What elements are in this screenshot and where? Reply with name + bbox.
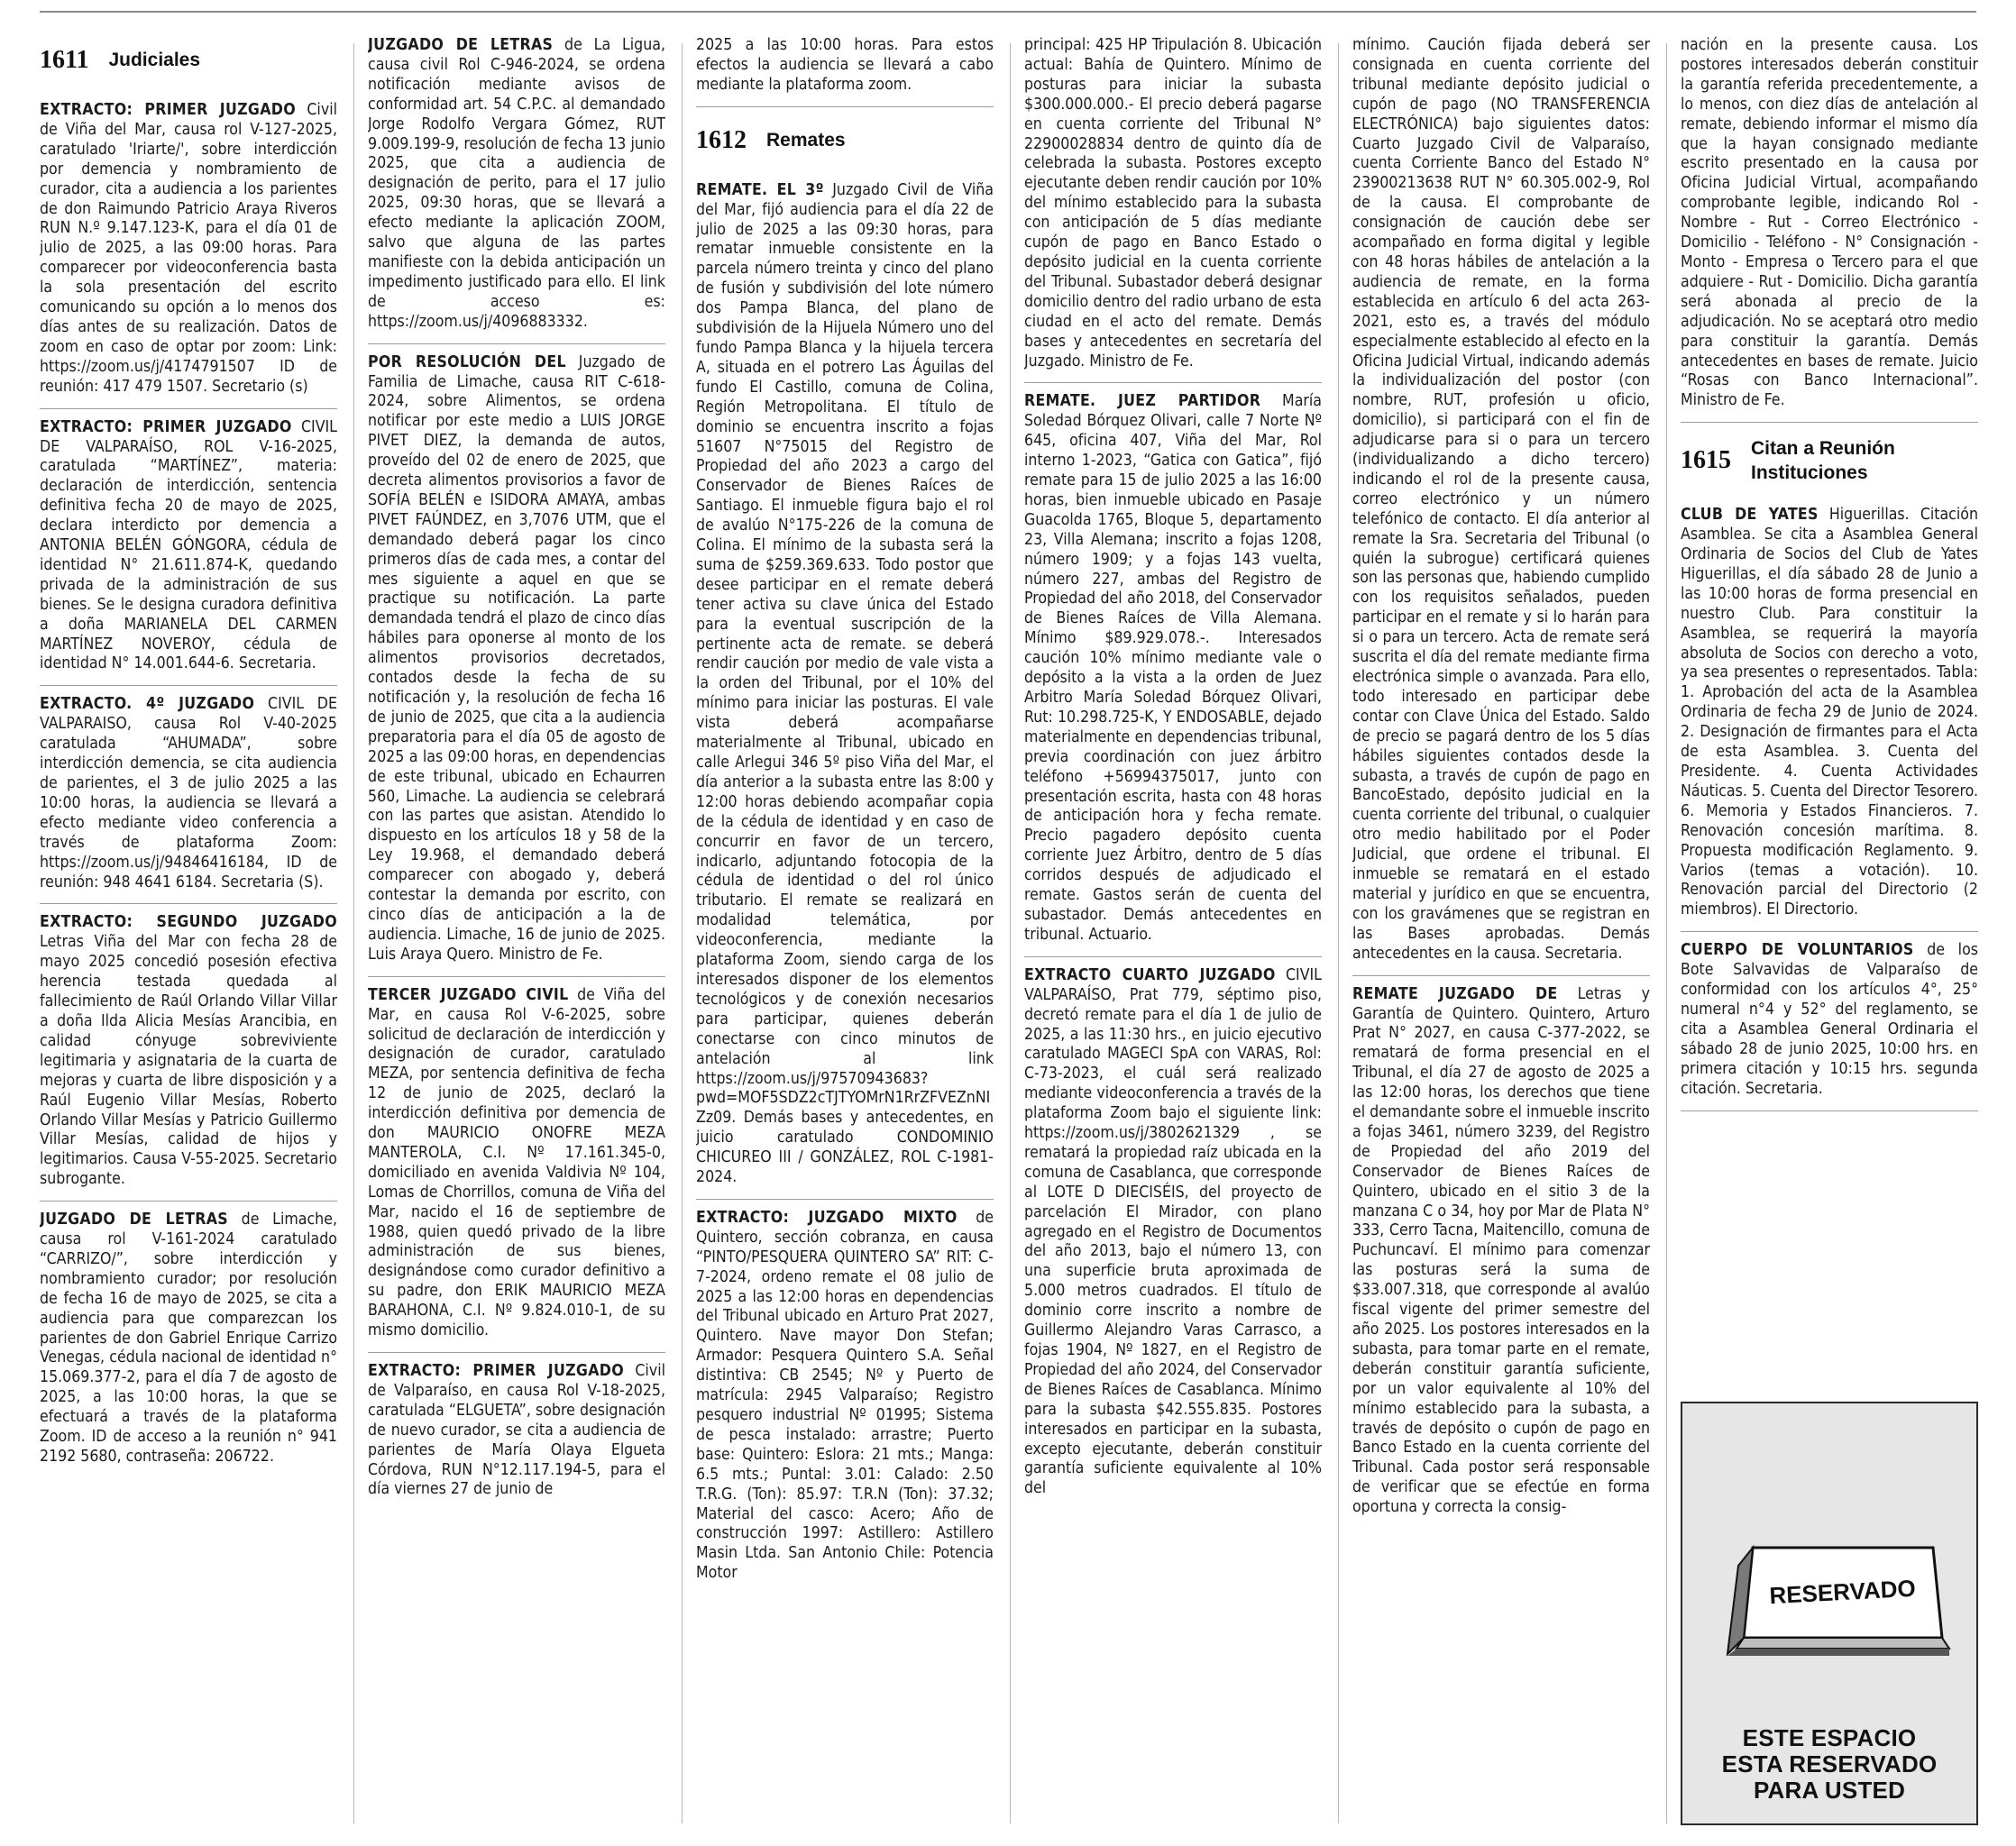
section-title: Remates — [766, 130, 846, 151]
notice-body: Juzgado Civil de Viña del Mar, fijó audiencia para el día 22 de julio de 2025 a las 09:30 horas, para rematar inmueble consistente en la parcela número treinta y cinco del plano de fusión y subdivisión del lote número dos Pampa Blanca, del plano de subdivisión de la Hijuela Número uno del fundo Pampa Blanca y la hijuela tercera A, situada en el potrero Las Águilas del fundo El Castillo, comuna de Colina, Región Metropolitana. El título de dominio se encuentra inscrito a fojas 51607 N°75015 del Registro de Propiedad del año 2023 a cargo del Conservador de Bienes Raíces de Santiago. El inmueble figura bajo el rol de avalúo N°175-226 de la comuna de Colina. El mínimo de la subasta será la suma de $259.369.633. Todo postor que desee participar en el remate deberá tener activa su clave única del Estado para la eventual suscripción de la pertinente acta de remate. se deberá rendir caución por medio de vale vista a la orden del Tribunal, por el 10% del mínimo para iniciar las posturas. El vale vista deberá acompañarse materialmente al Tribunal, ubicado en calle Arlegui 346 5º piso Viña del Mar, el día anterior a la subasta entre las 8:00 y 12:00 horas debiendo acompañar copia de la cédula de identidad y en caso de concurrir en favor de un tercero, indicarlo, adjuntando fotocopia de la cédula de identidad o del rol único tributario. El remate se realizará en modalidad telemática, por videoconferencia, mediante la plataforma Zoom, siendo carga de los interesados disponer de los elementos tecnológicos y de conexión necesarios para participar, quienes deberán conectarse con cinco minutos de antelación al link https://zoom.us/j/97570943683?pwd=MOF5SDZ2cTJTYOMrN1RrZFVEZnNIZz09. Demás bases y antecedentes, en juicio caratulado CONDOMINIO CHICUREO III / GONZÁLEZ, ROL C-1981-2024. — [696, 180, 994, 1187]
notice-lead: REMATE. EL 3º — [696, 180, 824, 199]
notice-body: Civil de Valparaíso, en causa Rol V-18-2025, caratulada “ELGUETA”, sobre designación de nuevo curador, se cita a audiencia de parientes de María Olaya Elgueta Córdova, RUN N°12.117.194-5, para el día viernes 27 de junio de — [368, 1362, 665, 1499]
notice-continuation — [1024, 36, 1322, 383]
notice-body: Higuerillas. Citación Asamblea. Se cita a Asamblea General Ordinaria de Socios del Club de Yates Higuerillas, el día sábado 28 de Junio a las 10:00 horas de forma presencial en nuestro Club. Para constituir la Asamblea, se requerirá la mayoría absoluta de Socios con derecho a voto, ya sea presentes o representados. Tabla: 1. Aprobación del acta de la Asamblea Ordinaria de fecha 29 de Junio de 2024. 2. Designación de firmantes para el Acta de esta Asamblea. 3. Cuenta del Presidente. 4. Cuenta Actividades Náuticas. 5. Cuenta del Director Tesorero. 6. Memoria y Estados Financieros. 7. Renovación concesión marítima. 8. Propuesta modificación Reglamento. 9. Varios (temas a votación). 10. Renovación parcial del Directorio (2 miembros). El Directorio. — [1681, 506, 1978, 919]
notice-lead: CUERPO DE VOLUNTARIOS — [1681, 941, 1914, 960]
notice-lead: POR RESOLUCIÓN DEL — [368, 352, 566, 371]
notice — [1024, 966, 1322, 1510]
reserved-line: ESTA RESERVADO — [1721, 1750, 1938, 1777]
notice-body: nación en la presente causa. Los postores interesados deberán constituir la garantía referida precedentemente, a lo menos, con diez días de antelación al remate, debiendo informar el mismo día que la hayan consignado mediante escrito presentado en la causa por Oficina Judicial Virtual, acompañando comprobante legible, indicando Rol - Nombre - Rut - Correo Electrónico - Domicilio - Teléfono - N° Consignación - Monto - Empresa o Tercero para el que adquiere - Rut - Domicilio. Dicha garantía será abonada al precio de la adjudicación. No se aceptará otro medio para constituir la garantía. Demás antecedentes en bases de remate. Juicio “Rosas con Banco Internacional”. Ministro de Fe. — [1681, 36, 1978, 410]
reserved-line: PARA USTED — [1753, 1777, 1906, 1804]
reserved-sign-icon — [1717, 1530, 1951, 1665]
column-divider — [682, 43, 683, 1823]
notice-lead: JUZGADO DE LETRAS — [40, 1211, 228, 1229]
notice — [696, 181, 994, 1200]
column-divider — [353, 43, 354, 1823]
notice-continuation — [696, 36, 994, 107]
section-header-1615 — [1681, 432, 1978, 489]
column-3 — [696, 36, 994, 1830]
reserved-sign-text: RESERVADO — [1768, 1574, 1917, 1610]
notice-continuation — [1681, 36, 1978, 423]
top-rule — [40, 11, 1976, 13]
reserved-ad-space — [1681, 1402, 1978, 1825]
notice-body: principal: 425 HP Tripulación 8. Ubicación actual: Bahía de Quintero. Mínimo de posturas para iniciar la subasta $300.000.000.- El precio deberá pagarse en cuenta corriente del Tribunal N° 22900028834 dentro de quinto día de celebrada la subasta. Postores excepto ejecutante deben rendir caución por 10% del mínimo establecido para la subasta con anticipación de 5 días mediante cupón de pago en Banco Estado o depósito judicial en la cuenta corriente del Tribunal. Subastador deberá designar domicilio dentro del radio urbano de esta ciudad en el acto del remate. Demás bases y antecedentes en secretaría del Juzgado. Ministro de Fe. — [1024, 36, 1322, 370]
notice-lead: EXTRACTO: PRIMER JUZGADO — [368, 1362, 624, 1380]
notice-body: de los Bote Salvavidas de Valparaíso de conformidad con los artículos 4°, 25° numeral n°4 y 52° del reglamento, se cita a Asamblea General Ordinaria el sábado 28 de junio 2025, 10:00 hrs. en primera citación y 10:15 hrs. segunda citación. Secretaria. — [1681, 941, 1978, 1098]
column-5 — [1352, 36, 1650, 1830]
notice — [40, 101, 337, 409]
section-title — [1751, 436, 1895, 486]
notice — [1681, 506, 1978, 932]
notice — [40, 418, 337, 687]
notice-body: Letras Viña del Mar con fecha 28 de mayo 2025 concedió posesión efectiva herencia testada quedada al fallecimiento de Raúl Orlando Villar Villar a doña Ilda Alicia Mesías Arancibia, en calidad cónyuge sobreviviente legitimaria y asignataria de la cuarta de mejoras y cuarta de libre disposición y a Raúl Eugenio Villar Mesías, Roberto Orlando Villar Mesías y Patricio Guillermo Villar Mesías, calidad de hijos y legitimarios. Causa V-55-2025. Secretario subrogante. — [40, 933, 337, 1189]
column-1 — [40, 36, 337, 1830]
reserved-ad-text — [1682, 1725, 1976, 1804]
notice — [1681, 941, 1978, 1110]
notice — [40, 1211, 337, 1478]
notice-lead: EXTRACTO: SEGUNDO JUZGADO — [40, 913, 337, 932]
column-divider — [1010, 43, 1011, 1823]
notice-lead: REMATE. JUEZ PARTIDOR — [1024, 392, 1261, 411]
notice — [40, 695, 337, 904]
notice-body: CIVIL DE VALPARAISO, causa Rol V-40-2025 caratulada “AHUMADA”, sobre interdicción demencia, se cita audiencia de parientes, el 3 de julio 2025 a las 10:00 horas, la audiencia se llevará a efecto mediante video conferencia a través de plataforma Zoom: https://zoom.us/j/94846416184, ID de reunión: 948 4641 6184. Secretaria (S). — [40, 695, 337, 891]
section-header-1612 — [696, 116, 994, 165]
column-4 — [1024, 36, 1322, 1830]
section-number: 1612 — [696, 125, 747, 154]
notice — [368, 36, 665, 344]
section-title: Judiciales — [108, 50, 201, 71]
reserved-line: ESTE ESPACIO — [1742, 1724, 1917, 1751]
column-2 — [368, 36, 665, 1830]
column-6 — [1681, 36, 1978, 1830]
section-header-1611 — [40, 36, 337, 85]
notice-body: de Viña del Mar, en causa Rol V-6-2025, sobre solicitud de declaración de interdicción y designación de curador, caratulado MEZA, por sentencia definitiva de fecha 12 de junio de 2025, declaró la interdicción definitiva por demencia de don MAURICIO ONOFRE MEZA MANTEROLA, C.I. Nº 17.161.345-0, domiciliado en avenida Valdivia Nº 104, Lomas de Chorrillos, comuna de Viña del Mar, nacido el 16 de septiembre de 1988, quien quedó privado de la libre administración de sus bienes, designándose como curador definitivo a su padre, don ERIK MAURICIO MEZA BARAHONA, C.I. Nº 9.824.010-1, de su mismo domicilio. — [368, 985, 665, 1340]
notice-lead: REMATE JUZGADO DE — [1352, 984, 1558, 1003]
notice-body: Letras y Garantía de Quintero. Quintero, Arturo Prat N° 2027, en causa C-377-2022, se rematará de forma presencial en el Tribunal, el día 27 de agosto de 2025 a las 12:00 horas, los derechos que tiene el demandante sobre el inmueble inscrito a fojas 3461, número 3239, del Registro de Propiedad del año 2019 del Conservador de Bienes Raíces de Quintero, ubicado en el sitio 3 de la manzana C o 34, hoy por Mar de Plata N° 333, Cerro Tacna, Maitencillo, comuna de Puchuncaví. El mínimo para comenzar las posturas será la suma de $33.007.318, que corresponde al avalúo fiscal vigente del primer semestre del año 2025. Los postores interesados en la subasta, para tomar parte en el remate, deberán constituir garantía suficiente, por un valor equivalente al 10% del mínimo establecido para la subasta, a través de depósito o cupón de pago en Banco Estado en la cuenta corriente del Tribunal. Cada postor será responsable de verificar que se efectúe en forma oportuna y correcta la consig- — [1352, 984, 1650, 1517]
notice-lead: CLUB DE YATES — [1681, 506, 1819, 525]
notice-lead: TERCER JUZGADO CIVIL — [368, 985, 569, 1004]
notice-lead: EXTRACTO. 4º JUZGADO — [40, 695, 255, 714]
notice-lead: EXTRACTO CUARTO JUZGADO — [1024, 965, 1276, 984]
section-number: 1611 — [40, 46, 89, 74]
notice-body: María Soledad Bórquez Olivari, calle 7 Norte Nº 645, oficina 407, Viña del Mar, Rol interno 1-2023, “Gatica con Gatica”, fijó remate para 15 de julio 2025 a las 16:00 horas, bien inmueble ubicado en Pasaje Guacolda 1765, Bloque 5, departamento 23, Villa Alemana; inscrito a fojas 1208, número 1909; y a fojas 143 vuelta, número 227, ambas del Registro de Propiedad del año 2018, del Conservador de Bienes Raíces de Villa Alemana. Mínimo $89.929.078.-. Interesados caución 10% mínimo mediante vale o depósito a la vista a la orden de Juez Arbitro María Soledad Bórquez Olivari, Rut: 10.298.725-K, Y ENDOSABLE, dejado materialmente en dependencias tribunal, previa coordinación con juez árbitro teléfono +56994375017, junto con presentación escrita, hasta con 48 horas de anticipación hora y fecha remate. Precio pagadero depósito cuenta corriente Juez Árbitro, dentro de 5 días corridos después de adjudicado el remate. Gastos serán de cuenta del subastador. Demás antecedentes en tribunal. Actuario. — [1024, 392, 1322, 944]
notice-body: de Quintero, sección cobranza, en causa “PINTO/PESQUERA QUINTERO SA” RIT: C-7-2024, ordeno remate el 08 julio de 2025 a las 12:00 horas en dependencias del Tribunal ubicado en Arturo Prat 2027, Quintero. Nave mayor Don Stefan; Armador: Pesquera Quintero S.A. Señal distintiva: CB 2545; Nº y Puerto de matrícula: 2945 Valparaíso; Registro pesquero industrial Nº 01995; Sistema de pesca instalado: arrastre; Puerto base: Quintero: Eslora: 21 mts.; Manga: 6.5 mts.; Puntal: 3.01: Calado: 2.50 T.R.G. (Ton): 85.97: T.R.N (Ton): 37.32; Material del casco: Acero; Año de construcción 1997: Astillero: Astillero Masin Ltda. San Antonio Chile: Potencia Motor — [696, 1208, 994, 1583]
notice — [40, 913, 337, 1202]
notice-body: mínimo. Caución fijada deberá ser consignada en cuenta corriente del tribunal mediante depósito judicial o cupón de pago (NO TRANSFERENCIA ELECTRÓNICA) bajo siguientes datos: Cuarto Juzgado Civil de Valparaíso, cuenta Corriente Banco del Estado N° 23900213638 RUT N° 60.305.002-9, Rol de la causa. El comprobante de consignación de caución debe ser acompañado en forma digital y legible con 48 horas hábiles de antelación a la audiencia de remate, en la forma establecida en artículo 6 del acta 263- 2021, esto es, a través del módulo especialmente establecido al efecto en la Oficina Judicial Virtual, indicando además la individualización del postor (con nombre, RUT, profesión u oficio, domicilio), si participará con el fin de adjudicarse para si o para un tercero (individualizando a dicho tercero) indicando el rol de la presente causa, correo electrónico y un número telefónico de contacto. El día anterior al remate la Sra. Secretaria del Tribunal (o quién la subrogue) certificará quienes son las personas que, habiendo cumplido con los requisitos señalados, pueden participar en el remate y si lo harán para si o para un tercero. Acta de remate será suscrita el día del remate mediante firma electrónica simple o avanzada. Para ello, todo interesado en participar debe contar con Clave Única del Estado. Saldo de precio se pagará dentro de los 5 días hábiles siguientes contados desde la subasta, a través de cupón de pago en BancoEstado, depósito judicial en la cuenta corriente del tribunal, o cualquier otro medio habilitado por el Poder Judicial, que ordene el tribunal. El inmueble se rematará en el estado material y jurídico en que se encuentra, con los gravámenes que se registran en las Bases aprobadas. Demás antecedentes en la causa. Secretaria. — [1352, 36, 1650, 963]
notice-body: Civil de Viña del Mar, causa rol V-127-2025, caratulado 'Iriarte/', sobre interdicción por demencia y nombramiento de curador, cita a audiencia a los parientes de don Raimundo Patricio Araya Riveros RUN N.º 9.147.123-K, para el día 01 de julio de 2025, a las 09:00 horas. Para comparecer por videoconferencia basta la sola presentación del escrito comunicando su opción a lo menos dos días antes de su realización. Datos de zoom en caso de optar por zoom: Link: https://zoom.us/j/4174791507 ID de reunión: 417 479 1507. Secretario (s) — [40, 101, 337, 396]
column-divider — [1666, 43, 1667, 1823]
notice-lead: EXTRACTO: PRIMER JUZGADO — [40, 417, 292, 436]
notice — [368, 353, 665, 977]
notice-body: de Limache, causa rol V-161-2024 caratulado “CARRIZO/”, sobre interdicción y nombramiento curador; por resolución de fecha 16 de mayo de 2025, se cita a audiencia para que comparezcan los parientes de don Gabriel Enrique Carrizo Venegas, cédula nacional de identidad n° 15.069.377-2, para el día 7 de agosto de 2025, a las 10:00 horas, la que se efectuará a través de la plataforma Zoom. ID de acceso a la reunión n° 941 2192 5680, contraseña: 206722. — [40, 1211, 337, 1466]
notice-lead: EXTRACTO: JUZGADO MIXTO — [696, 1208, 958, 1227]
notice-body: CIVIL DE VALPARAÍSO, ROL V-16-2025, caratulada “MARTÍNEZ”, materia: declaración de interdicción, sentencia definitiva fecha 20 de mayo de 2025, declara interdicto por demencia a ANTONIA BELÉN GÓNGORA, cédula de identidad N° 21.611.874-K, quedando privada de la administración de sus bienes. Se le designa curadora definitiva a doña MARIANELA DEL CARMEN MARTÍNEZ NOVEROY, cédula de identidad N° 14.001.644-6. Secretaria. — [40, 417, 337, 673]
notice — [1352, 985, 1650, 1529]
classifieds-page — [40, 36, 1976, 1830]
section-number: 1615 — [1681, 446, 1731, 475]
notice-body: Juzgado de Familia de Limache, causa RIT C-618-2024, sobre Alimentos, se ordena notificar por este medio a LUIS JORGE PIVET DIEZ, la demanda de autos, proveído del 02 de enero de 2025, que decreta alimentos provisorios a favor de SOFÍA BELÉN e ISIDORA AMAYA, ambas PIVET FAÚNDEZ, en 3,7076 UTM, que el demandado deberá pagar los cinco primeros días de cada mes, a contar del mes siguiente a aquel en que se practique su notificación. La parte demandada tendrá el plazo de cinco días hábiles para oponerse al monto de los alimentos provisorios decretados, contados desde la fecha de su notificación y, la resolución de fecha 16 de junio de 2025, que cita a la audiencia preparatoria para el día 05 de agosto de 2025 a las 09:00 horas, en dependencias de este tribunal, ubicado en Echaurren 560, Limache. La audiencia se celebrará con las partes que asistan. Atendido lo dispuesto en los artículos 18 y 58 de la Ley 19.968, el demandado deberá comparecer con abogado y, deberá contestar la demanda por escrito, con cinco días de anticipación a la de audiencia. Limache, 16 de junio de 2025. Luis Araya Quero. Ministro de Fe. — [368, 352, 665, 964]
notice-body: CIVIL VALPARAÍSO, Prat 779, séptimo piso, decretó remate para el día 1 de julio de 2025, a las 11:30 hrs., en juicio ejecutivo caratulado MAGECI SpA con VARAS, Rol: C-73-2023, el cuál será realizado mediante videoconferencia a través de la plataforma Zoom bajo el siguiente link: https://zoom.us/j/3802621329 , se rematará la propiedad raíz ubicada en la comuna de Casablanca, que corresponde al LOTE D DIECISÉIS, del proyecto de parcelación El Mirador, con plano agregado en el Registro de Documentos del año 2013, bajo el número 13, con una superficie bruta aproximada de 5.000 metros cuadrados. El título de dominio corre inscrito a nombre de Guillermo Alejandro Varas Carrasco, a fojas 1904, Nº 1827, en el Registro de Propiedad del año 2024, del Conservador de Bienes Raíces de Casablanca. Mínimo para la subasta $42.555.835. Postores interesados en participar en la subasta, excepto ejecutante, deberán constituir garantía suficiente equivalente al 10% del — [1024, 965, 1322, 1498]
section-title-line: Citan a Reunión — [1751, 437, 1895, 459]
column-divider — [1338, 43, 1339, 1823]
notice-body: de La Ligua, causa civil Rol C-946-2024, se ordena notificación mediante avisos de conformidad art. 54 C.P.C. al demandado Jorge Rodolfo Vergara Gómez, RUT 9.009.199-9, resolución de fecha 13 junio 2025, que cita a audiencia de designación de perito, para el 17 julio 2025, 09:30 horas, que se llevará a efecto mediante la aplicación ZOOM, salvo que alguna de las partes manifieste con la debida anticipación un impedimento justificado para ello. El link de acceso es: https://zoom.us/j/4096883332. — [368, 36, 665, 331]
notice — [368, 986, 665, 1353]
notice-continuation — [1352, 36, 1650, 976]
notice — [368, 1362, 665, 1511]
notice-body: 2025 a las 10:00 horas. Para estos efectos la audiencia se llevará a cabo mediante la plataforma zoom. — [696, 36, 994, 94]
section-title-line: Instituciones — [1751, 462, 1868, 484]
notice — [696, 1209, 994, 1595]
notice-lead: JUZGADO DE LETRAS — [368, 36, 554, 54]
notice — [1024, 392, 1322, 956]
notice-lead: EXTRACTO: PRIMER JUZGADO — [40, 101, 296, 119]
